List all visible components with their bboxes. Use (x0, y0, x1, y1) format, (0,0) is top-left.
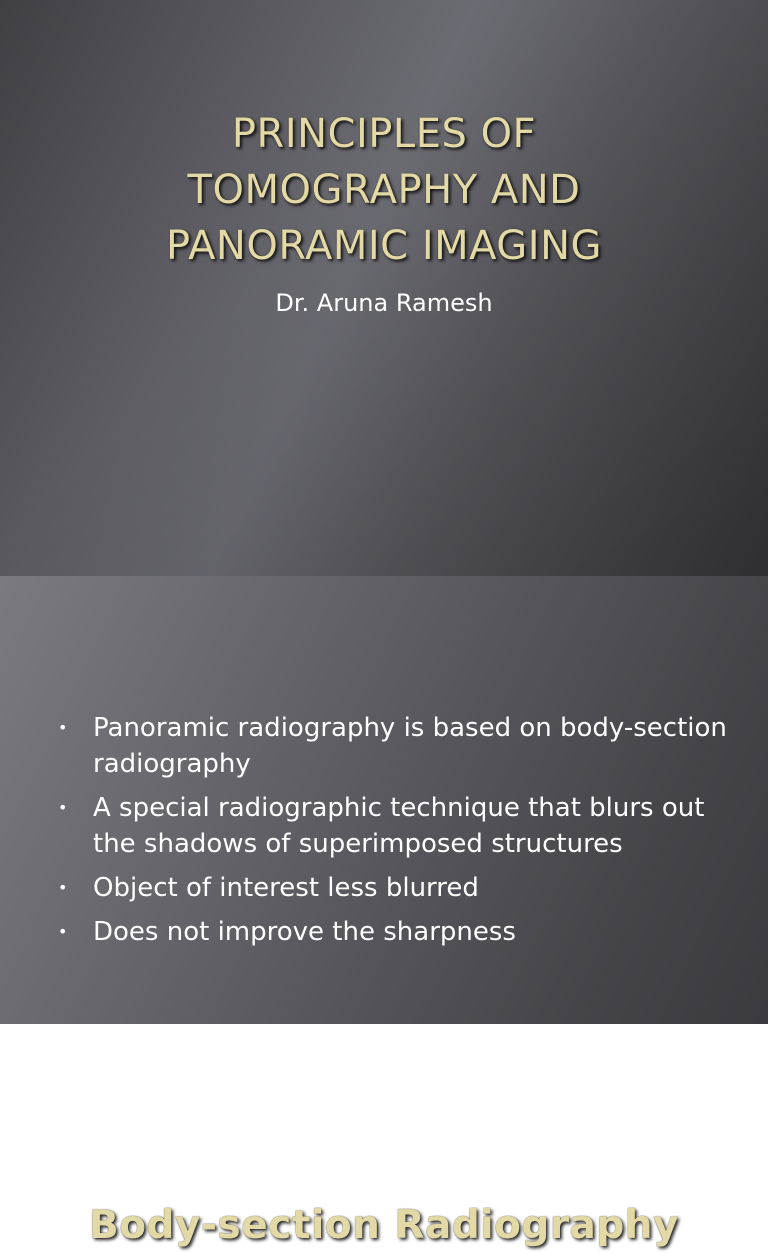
bullet-text: Panoramic radiography is based on body-section radiography (93, 713, 727, 779)
bullet-icon: • (58, 922, 68, 941)
main-title-line-1: PRINCIPLES OF (231, 111, 537, 157)
main-title-line-3: PANORAMIC IMAGING (166, 223, 602, 269)
main-title-line-2: TOMOGRAPHY AND (187, 167, 581, 213)
bullet-icon: • (58, 798, 68, 817)
bullet-icon: • (58, 878, 68, 897)
bullet-item (58, 710, 738, 782)
bullet-list (58, 710, 738, 958)
bullet-item (58, 790, 738, 862)
bullet-item (58, 870, 738, 906)
bullet-text: Object of interest less blurred (93, 873, 479, 903)
bullet-icon: • (58, 718, 68, 737)
bullet-item (58, 914, 738, 950)
slide-heading: Body-section Radiography (89, 1203, 679, 1248)
slide-title-page (0, 0, 768, 576)
main-title (0, 106, 768, 274)
bullet-text: A special radiographic technique that blurs out the shadows of superimposed structures (93, 793, 705, 859)
author-subtitle: Dr. Aruna Ramesh (275, 289, 493, 317)
bullet-text: Does not improve the sharpness (93, 917, 516, 947)
